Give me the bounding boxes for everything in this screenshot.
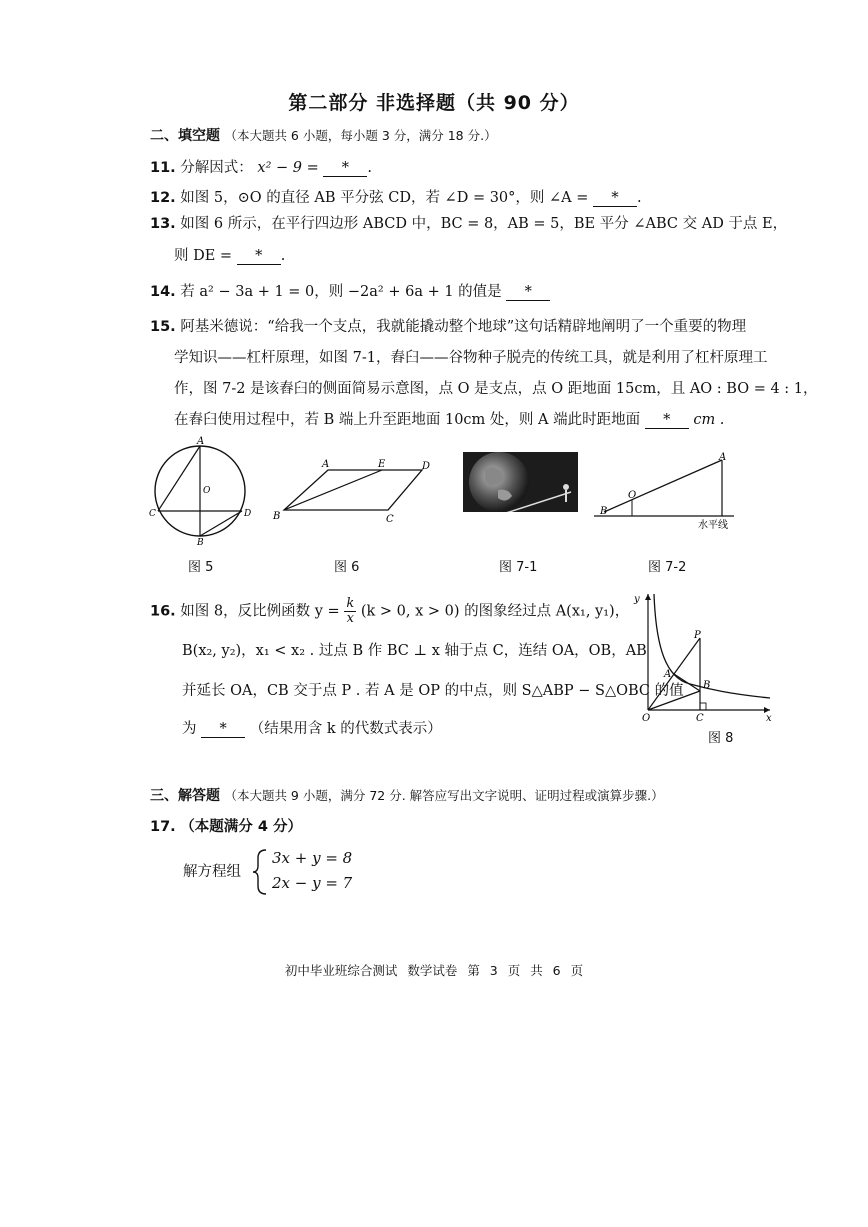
question-text: 则 DE = <box>174 248 233 264</box>
label-o: O <box>203 486 211 496</box>
question-text: （结果用含 k 的代数式表示） <box>249 721 442 737</box>
question-number: 16. <box>150 603 176 620</box>
question-15-line-2: 学知识——杠杆原理，如图 7-1，舂臼——谷物种子脱壳的传统工具，就是利用了杠杆原理工 <box>174 350 768 366</box>
question-text: 如图 8，反比例函数 y = <box>180 603 340 620</box>
label-a: A <box>664 669 672 680</box>
figure-8-caption: 图 8 <box>708 731 734 746</box>
page-footer: 初中毕业班综合测试 数学试卷 第 3 页 共 6 页 <box>284 963 584 978</box>
equation-system-prompt: 解方程组 <box>183 864 241 880</box>
figure-7-1-earth-lever-image <box>463 452 578 520</box>
question-text: 在舂臼使用过程中，若 B 端上升至距地面 10cm 处，则 A 端此时距地面 <box>174 412 641 428</box>
label-c: C <box>386 514 394 525</box>
person-icon <box>563 484 569 490</box>
section-2-note: （本大题共 6 小题，每小题 3 分，满分 18 分.） <box>224 128 497 143</box>
label-b: B <box>197 538 204 546</box>
unit: cm . <box>693 412 725 428</box>
fraction-numerator: k <box>346 596 355 611</box>
label-a: A <box>322 459 330 470</box>
question-text: (k > 0, x > 0) 的图象经过点 A(x₁, y₁)， <box>360 603 630 620</box>
figure-5-circle <box>148 436 258 546</box>
question-number: 14. <box>150 284 176 300</box>
question-number: 13. <box>150 216 176 232</box>
question-11 <box>150 158 372 178</box>
label-a: A <box>719 452 727 463</box>
figure-7-1-caption: 图 7-1 <box>499 560 538 575</box>
label-c: C <box>149 509 156 519</box>
question-15 <box>150 317 746 337</box>
question-text: 如图 5，⊙O 的直径 AB 平分弦 CD，若 ∠D = 30°，则 ∠A = <box>180 190 589 206</box>
label-p: P <box>694 630 701 641</box>
punctuation: . <box>367 160 372 176</box>
figure-7-2-caption: 图 7-2 <box>648 560 687 575</box>
figure-7-2-lever-diagram <box>592 452 742 532</box>
page-title: 第二部分 非选择题（共 90 分） <box>288 92 580 114</box>
question-number: 15. <box>150 319 176 335</box>
label-y: y <box>634 594 640 605</box>
question-text: 阿基米德说：“给我一个支点，我就能撬动整个地球”这句话精辟地阐明了一个重要的物理 <box>180 319 747 335</box>
question-16-line-2: B(x₂, y₂)，x₁ < x₂ . 过点 B 作 BC ⊥ x 轴于点 C，连结 OA，OB，AB <box>182 643 647 659</box>
question-number: 11. <box>150 160 176 176</box>
question-16-line-3: 并延长 OA，CB 交于点 P . 若 A 是 OP 的中点，则 S△ABP − S△OBC 的值 <box>182 683 684 699</box>
fraction-denominator: x <box>346 611 354 626</box>
question-text: 分解因式： <box>180 160 253 176</box>
label-a: A <box>197 436 205 447</box>
answer-blank: * <box>237 248 281 265</box>
label-o: O <box>642 713 651 723</box>
label-d: D <box>244 509 252 519</box>
label-e: E <box>378 459 386 470</box>
figure-6-parallelogram <box>270 456 440 526</box>
math-expression: x² − 9 = <box>257 160 319 176</box>
question-number: 12. <box>150 190 176 206</box>
question-16 <box>150 597 629 626</box>
label-o: O <box>628 490 637 501</box>
label-b: B <box>600 506 608 517</box>
answer-blank: * <box>593 190 637 207</box>
label-horizontal: 水平线 <box>698 520 728 531</box>
figure-6-caption: 图 6 <box>334 560 360 575</box>
punctuation: . <box>637 190 642 206</box>
question-points: （本题满分 4 分） <box>180 819 302 835</box>
label-x: x <box>766 713 772 723</box>
figure-8-function-graph <box>630 588 780 723</box>
question-14 <box>150 282 550 302</box>
equation-1: 3x + y = 8 <box>272 849 353 867</box>
fraction-k-over-x <box>344 597 356 626</box>
punctuation: . <box>280 248 286 264</box>
section-3-header <box>150 785 664 805</box>
section-3-note: （本大题共 9 小题，满分 72 分. 解答应写出文字说明、证明过程或演算步骤.） <box>224 788 664 803</box>
label-b: B <box>273 511 281 522</box>
answer-blank: * <box>506 284 550 301</box>
label-c: C <box>696 713 704 723</box>
question-15-line-4 <box>174 410 724 430</box>
question-number: 17. <box>150 819 176 835</box>
question-text: 若 a² − 3a + 1 = 0，则 −2a² + 6a + 1 的值是 <box>180 284 502 300</box>
answer-blank: * <box>201 721 245 738</box>
section-3-label: 三、解答题 <box>150 788 220 804</box>
label-d: D <box>422 461 431 472</box>
question-12 <box>150 188 642 208</box>
question-13-line-2 <box>174 246 285 266</box>
question-text: 如图 6 所示，在平行四边形 ABCD 中，BC = 8，AB = 5，BE 平分 ∠ABC 交 AD 于点 E， <box>180 216 788 232</box>
question-15-line-3: 作，图 7-2 是该舂臼的侧面简易示意图，点 O 是支点，点 O 距地面 15cm，且 AO : BO = 4 : 1， <box>174 381 818 397</box>
section-2-header <box>150 125 497 145</box>
question-17 <box>150 817 302 837</box>
brace-icon <box>250 848 272 896</box>
label-b: B <box>703 680 711 691</box>
answer-blank: * <box>323 160 367 177</box>
section-2-label: 二、填空题 <box>150 128 220 144</box>
question-16-line-4 <box>182 719 442 739</box>
answer-blank: * <box>645 412 689 429</box>
question-text: 为 <box>182 721 197 737</box>
question-13 <box>150 214 787 234</box>
figure-5-caption: 图 5 <box>188 560 214 575</box>
equation-2: 2x − y = 7 <box>272 874 353 892</box>
